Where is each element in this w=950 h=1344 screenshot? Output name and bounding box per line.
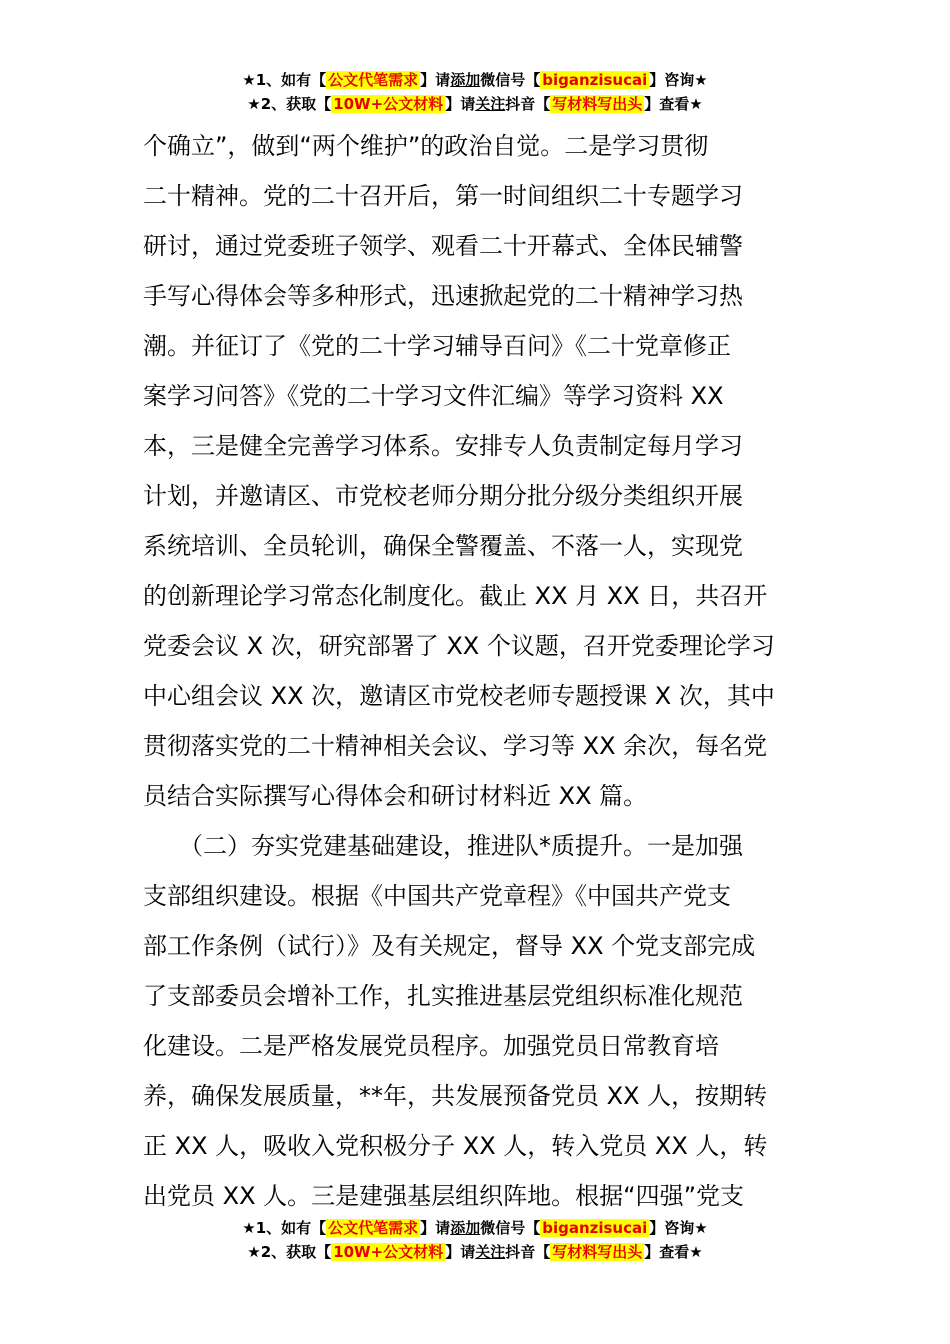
- text-line: 中心组会议 XX 次，邀请区市党校老师专题授课 X 次，其中: [143, 682, 775, 710]
- text-line: 的创新理论学习常态化制度化。截止 XX 月 XX 日，共召开: [143, 582, 768, 610]
- text-line: 党委会议 X 次，研究部署了 XX 个议题，召开党委理论学习: [143, 632, 775, 660]
- banner-text: 】查看★: [644, 1243, 703, 1261]
- text-line: 部工作条例（试行）》及有关规定，督导 XX 个党支部完成: [143, 932, 756, 960]
- banner-highlight: 写材料写出头: [552, 95, 643, 113]
- banner-highlight: 10W+公文材料: [333, 95, 444, 113]
- banner-text: 抖音【: [505, 1243, 551, 1261]
- banner-underlined: 关注: [475, 1243, 506, 1261]
- text-line: 支部组织建设。根据《中国共产党章程》《中国共产党支: [143, 882, 731, 910]
- banner-highlight: 写材料写出头: [552, 1243, 643, 1261]
- banner-text: ★2、获取【: [247, 1243, 332, 1261]
- text-line: 贯彻落实党的二十精神相关会议、学习等 XX 余次，每名党: [143, 732, 768, 760]
- banner-text: ★1、如有【: [242, 1219, 327, 1237]
- banner-highlight: 公文代笔需求: [328, 71, 419, 89]
- banner-highlight: biganzisucai: [542, 1219, 648, 1237]
- text-line: 化建设。二是严格发展党员程序。加强党员日常教育培: [143, 1032, 719, 1060]
- banner-highlight: biganzisucai: [542, 71, 648, 89]
- footer-banner: [0, 1216, 950, 1264]
- banner-line-1: [0, 68, 950, 92]
- header-banner: [0, 68, 950, 116]
- text-line: 案学习问答》《党的二十学习文件汇编》等学习资料 XX: [143, 382, 724, 410]
- banner-text: ★2、获取【: [247, 95, 332, 113]
- banner-text: 微信号【: [480, 71, 541, 89]
- banner-underlined: 添加: [450, 1219, 481, 1237]
- banner-line-2: [0, 1240, 950, 1264]
- banner-text: 】请: [420, 71, 451, 89]
- text-line: 研讨，通过党委班子领学、观看二十开幕式、全体民辅警: [143, 232, 743, 260]
- text-line: 系统培训、全员轮训，确保全警覆盖、不落一人，实现党: [143, 532, 743, 560]
- text-line: 本，三是健全完善学习体系。安排专人负责制定每月学习: [143, 432, 743, 460]
- banner-text: ★1、如有【: [242, 71, 327, 89]
- text-line: 潮。并征订了《党的二十学习辅导百问》《二十党章修正: [143, 332, 731, 360]
- banner-highlight: 公文代笔需求: [328, 1219, 419, 1237]
- text-line: （二）夯实党建基础建设，推进队*质提升。一是加强: [143, 832, 743, 860]
- text-line: 个确立”，做到“两个维护”的政治自觉。二是学习贯彻: [143, 132, 709, 160]
- text-line: 二十精神。党的二十召开后，第一时间组织二十专题学习: [143, 182, 743, 210]
- text-line: 手写心得体会等多种形式，迅速掀起党的二十精神学习热: [143, 282, 743, 310]
- banner-line-2: [0, 92, 950, 116]
- banner-text: 】咨询★: [649, 1219, 708, 1237]
- text-line: 员结合实际撰写心得体会和研讨材料近 XX 篇。: [143, 782, 648, 810]
- text-line: 出党员 XX 人。三是建强基层组织阵地。根据“四强”党支: [143, 1182, 745, 1210]
- text-line: 养，确保发展质量，**年，共发展预备党员 XX 人，按期转: [143, 1082, 768, 1110]
- text-line: 了支部委员会增补工作，扎实推进基层党组织标准化规范: [143, 982, 743, 1010]
- banner-text: 】请: [445, 95, 476, 113]
- banner-text: 】请: [420, 1219, 451, 1237]
- text-line: 正 XX 人，吸收入党积极分子 XX 人，转入党员 XX 人，转: [143, 1132, 768, 1160]
- document-body: [143, 121, 808, 1221]
- banner-text: 】查看★: [644, 95, 703, 113]
- banner-underlined: 关注: [475, 95, 506, 113]
- banner-line-1: [0, 1216, 950, 1240]
- text-line: 计划，并邀请区、市党校老师分期分批分级分类组织开展: [143, 482, 743, 510]
- banner-text: 微信号【: [480, 1219, 541, 1237]
- banner-text: 】请: [445, 1243, 476, 1261]
- banner-text: 抖音【: [505, 95, 551, 113]
- banner-highlight: 10W+公文材料: [333, 1243, 444, 1261]
- banner-underlined: 添加: [450, 71, 481, 89]
- banner-text: 】咨询★: [649, 71, 708, 89]
